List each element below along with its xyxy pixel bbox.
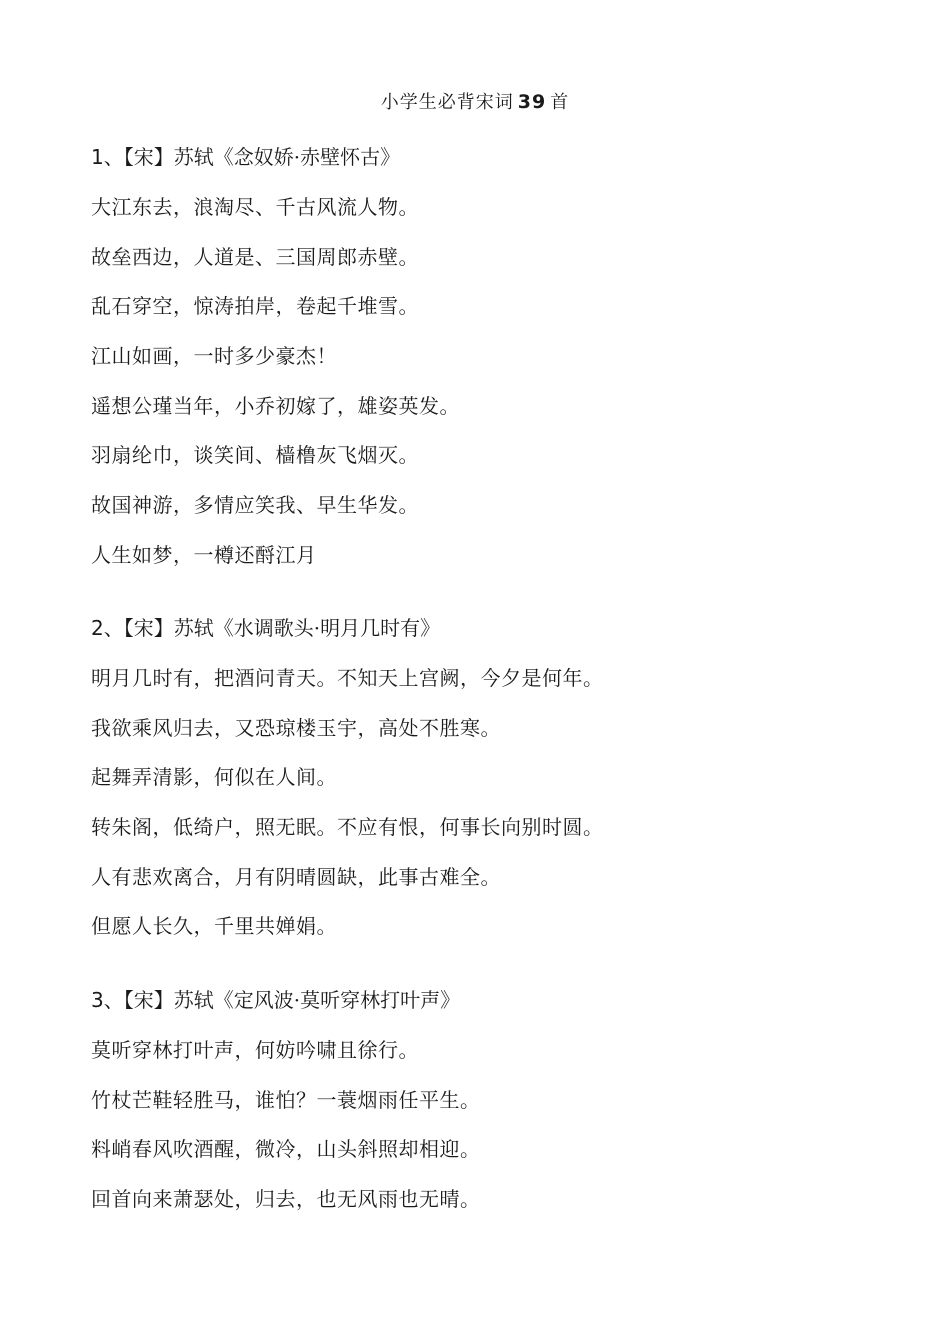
- poem-body: [91, 663, 871, 941]
- title-suffix: 首: [550, 92, 570, 113]
- poem-line: 故垒西边，人道是、三国周郎赤壁。: [91, 244, 419, 269]
- document-title: [0, 89, 950, 116]
- poem-title: 【宋】苏轼《定风波·莫听穿林打叶声》: [123, 988, 461, 1012]
- poem-body: [91, 1035, 871, 1214]
- poem-line: 竹杖芒鞋轻胜马，谁怕？一蓑烟雨任平生。: [91, 1087, 481, 1112]
- poem-line: 故国神游，多情应笑我、早生华发。: [91, 493, 419, 518]
- poem-heading: [91, 985, 871, 1015]
- poem-line: 人有悲欢离合，月有阴晴圆缺，此事古难全。: [91, 864, 501, 889]
- poem-line: 大江东去，浪淘尽、千古风流人物。: [91, 195, 419, 219]
- poem-line: 料峭春风吹酒醒，微冷，山头斜照却相迎。: [91, 1137, 481, 1162]
- poem-line: 我欲乘风归去，又恐琼楼玉宇，高处不胜寒。: [91, 715, 501, 740]
- poem-index: 2、: [91, 616, 124, 640]
- poem-section-1: [91, 142, 871, 590]
- poem-line: 乱石穿空，惊涛拍岸，卷起千堆雪。: [91, 294, 419, 319]
- poem-index: 1、: [91, 145, 124, 169]
- title-number: 39: [517, 91, 547, 113]
- poem-line: 起舞弄清影，何似在人间。: [91, 765, 337, 790]
- poem-index: 3、: [91, 988, 124, 1012]
- title-prefix: 小学生必背宋词: [380, 92, 514, 113]
- poem-section-3: [91, 985, 871, 1234]
- poem-line: 人生如梦，一樽还酹江月: [91, 542, 317, 567]
- poem-line: 羽扇纶巾，谈笑间、樯橹灰飞烟灭。: [91, 443, 419, 468]
- poem-title: 【宋】苏轼《水调歌头·明月几时有》: [123, 616, 441, 640]
- poem-line: 遥想公瑾当年，小乔初嫁了，雄姿英发。: [91, 393, 460, 418]
- poem-section-2: [91, 613, 871, 961]
- poem-line: 但愿人长久，千里共婵娟。: [91, 914, 337, 939]
- poem-title: 【宋】苏轼《念奴娇·赤壁怀古》: [123, 145, 401, 169]
- poem-line: 回首向来萧瑟处，归去，也无风雨也无晴。: [91, 1187, 481, 1212]
- poem-heading: [91, 613, 871, 643]
- poem-line: 莫听穿林打叶声，何妨吟啸且徐行。: [91, 1038, 419, 1062]
- poem-line: 转朱阁，低绮户，照无眠。不应有恨，何事长向别时圆。: [91, 815, 604, 840]
- poem-heading: [91, 142, 871, 172]
- poem-body: [91, 192, 871, 570]
- poem-line: 明月几时有，把酒问青天。不知天上宫阙，今夕是何年。: [91, 666, 604, 690]
- poem-line: 江山如画，一时多少豪杰！: [91, 344, 337, 369]
